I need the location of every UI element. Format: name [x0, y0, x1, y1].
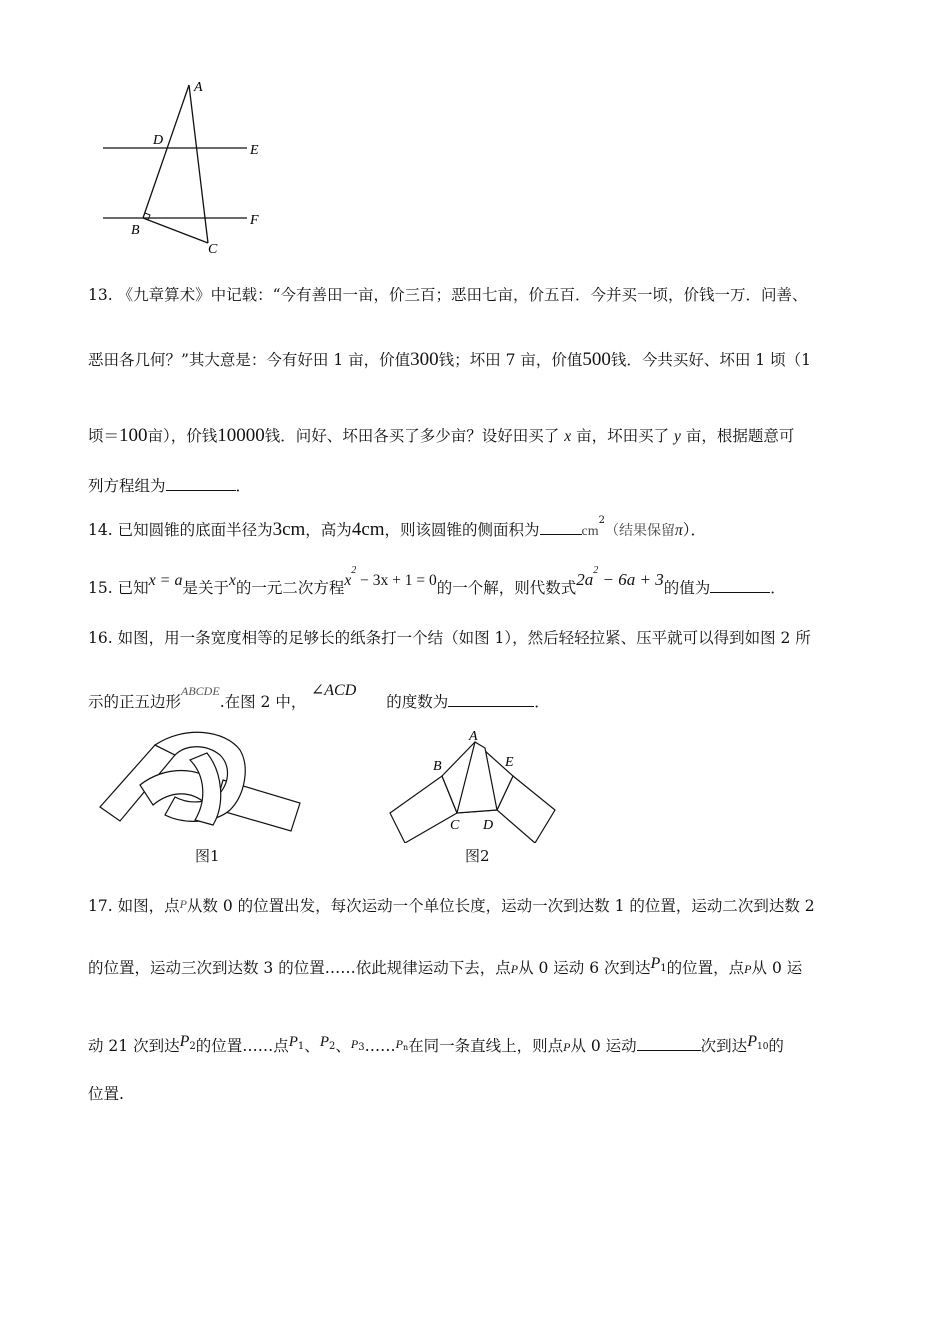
- q13-line-4: 列方程组为 ．: [88, 477, 252, 495]
- q13-line-3: 顷＝100亩），价钱10000钱．问好、坏田各买了多少亩？设好田买了 x 亩，坏田买了 y 亩，根据题意可: [88, 425, 795, 446]
- answer-blank-16[interactable]: [448, 692, 534, 707]
- knot-figure-1: [95, 725, 310, 835]
- q13-line-2: 恶田各几何？”其大意是：今有好田 1 亩，价值300钱；坏田 7 亩，价值500钱．今共买好、坏田 1 顷（1: [88, 349, 811, 370]
- answer-blank-14[interactable]: [540, 520, 582, 535]
- triangle-parallel-figure: [95, 70, 285, 260]
- label-B: B: [131, 223, 140, 238]
- q16-line-2: 示的正五边形$^{ABCDE}$.在图 2 中， ∠ACD的度数为 ．: [88, 682, 550, 711]
- answer-blank-15[interactable]: [710, 578, 770, 593]
- q14-line: 14. 已知圆锥的底面半径为3cm，高为4cm，则该圆锥的侧面积为 $cm^2$（结果保留π）．: [88, 515, 707, 540]
- label-C: C: [208, 242, 218, 257]
- figure-1-caption: 图1: [195, 847, 220, 865]
- segment-AB: [143, 85, 189, 218]
- q16-line-1: 16. 如图，用一条宽度相等的足够长的纸条打一个结（如图 1），然后轻轻拉紧、压平就可以得到如图 2 所: [88, 629, 811, 647]
- fig2-label-C: C: [450, 818, 460, 833]
- figure-2-caption: 图2: [465, 847, 490, 865]
- q17-line-1: 17. 如图，点P从数 0 的位置出发，每次运动一个单位长度，运动一次到达数 1 的位置，运动二次到达数 2: [88, 897, 815, 915]
- pentagon-figure-2: [385, 728, 565, 843]
- label-A: A: [194, 80, 203, 95]
- fig2-label-A: A: [469, 729, 478, 744]
- q17-line-2: 的位置，运动三次到达数 3 的位置……依此规律运动下去，点P从 0 运动 6 次到达P1的位置，点P从 0 运: [88, 955, 803, 977]
- label-D: D: [153, 133, 164, 148]
- q17-line-4: 位置.: [88, 1085, 124, 1103]
- label-F: F: [250, 213, 259, 228]
- segment-BC: [143, 218, 208, 243]
- fig2-label-E: E: [505, 755, 514, 770]
- answer-blank-17[interactable]: [637, 1036, 701, 1051]
- fig2-label-D: D: [483, 818, 494, 833]
- q17-line-3: 动 21 次到达P2的位置……点P1、P2、P3……Pn在同一条直线上，则点P从 0 运动 次到达P10的: [88, 1033, 784, 1055]
- q13-line-1: 13. 《九章算术》中记载：“今有善田一亩，价三百；恶田七亩，价五百．今并买一顷，价钱一万．问善、: [88, 286, 808, 304]
- fig2-label-B: B: [433, 759, 442, 774]
- label-E: E: [250, 143, 259, 158]
- answer-blank-13[interactable]: [166, 476, 236, 491]
- q15-line: 15. 已知x = a是关于x的一元二次方程$x^2 - 3x + 1 = 0$的一个解，则代数式$2a^2 - 6a + 3$的值为 ．: [88, 565, 786, 597]
- segment-AC: [189, 85, 208, 243]
